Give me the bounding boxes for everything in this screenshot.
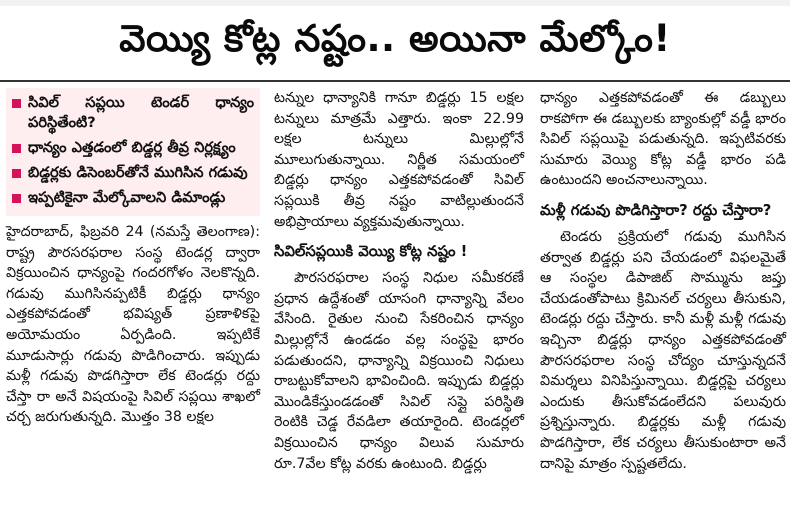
highlight-text: సివిల్ సప్లయి టెండర్ ధాన్యం పరిస్థితేంటి? [28,94,254,131]
square-bullet-icon [12,144,21,153]
body-paragraph: టెండరు ప్రక్రియలో గడువు ముగిసిన తర్వాత బిడ్డర్లు పని చేయడంలో విఫలమైతే ఆ సంస్థల డిపాజిట్ సొమ్మును జప్తు చేయడంతోపాటు క్రిమినల్ చర్యలు తీసుకుని, టెండర్లు రద్దు చేస్తారు. కానీ మళ్లీ మళ్లీ గడువు ఇచ్చినా బిడ్డర్లు ధాన్యం ఎత్తకపోవడంతో పౌరసరఫరాల సంస్థ చోద్యం చూస్తున్నదనే విమర్శలు వినిపిస్తున్నాయి. బిడ్డర్లపై చర్యలు ఎందుకు తీసుకోవడంలేదని పలువురు ప్రశ్నిస్తున్నారు. బిడ్డర్లకు మళ్లీ గడువు పొడగిస్తారా, లేక చర్యలు తీసుకుంటారా అనే దానిపై మాత్రం స్పష్టతలేదు. [540,228,786,472]
column-1 [6,88,260,428]
body-paragraph: హైదరాబాద్, ఫిబ్రవరి 24 (నమస్తే తెలంగాణ): రాష్ట్ర పౌరసరఫరాల సంస్థ టెండర్ల ద్వారా విక్రయించిన ధాన్యంపై గందరగోళం నెలకొన్నది. గడువు ముగిసినప్పటికీ బిడ్డర్లు ధాన్యం ఎత్తకపోవడంతో భవిష్యత్ ప్రణాళికపై అయోమయం ఏర్పడింది. ఇప్పటికే మూడుసార్లు గడువు పొడిగించారు. ఇప్పుడు మళ్లీ గడువు పొడగిస్తారా లేక టెండర్లు రద్దు చేస్తా రా అనే విషయంపై సివిల్ సప్లయి శాఖలో చర్చ జరుగుతున్నది. మొత్తం 38 లక్షల [6,224,260,426]
square-bullet-icon [12,194,21,203]
highlight-item [12,93,254,133]
body-paragraph: టన్నుల ధాన్యానికి గానూ బిడ్డర్లు 15 లక్షల టన్నులు మాత్రమే ఎత్తారు. ఇంకా 22.99 లక్షల టన్నులు మిల్లుల్లోనే మూలుగుతున్నాయి. నిర్ణీత సమయంలో బిడ్డర్లు ధాన్యం ఎత్తకపోవడంతో సివిల్ సప్లయికి తీవ్ర నష్టం వాటిల్లుతుందనే అభిప్రాయాలు వ్యక్తమవుతున్నాయి. [274,90,524,230]
highlight-item [12,163,254,183]
headline: వెయ్యి కోట్ల నష్టం.. అయినా మేల్కోం! [119,17,671,60]
highlight-item [12,188,254,208]
square-bullet-icon [12,169,21,178]
square-bullet-icon [12,99,21,108]
highlight-text: బిడ్డర్లకు డిసెంబర్‌తోనే ముగిసిన గడువు [28,164,248,181]
highlight-text: ఇప్పటికైనా మేల్కోవాలని డిమాండ్లు [28,189,226,206]
subheading: సివిల్‌సప్లయికి వెయ్యి కోట్ల నష్టం ! [274,243,468,261]
column-3 [540,88,786,474]
highlights-box [6,88,260,216]
column-2 [274,88,524,474]
headline-rule [0,80,790,82]
subheading: మళ్లీ గడువు పొడిగిస్తారా? రద్దు చేస్తారా? [540,201,772,219]
body-paragraph: పౌరసరఫరాల సంస్థ నిధుల సమీకరణే ప్రధాన ఉద్దేశంతో యాసంగి ధాన్యాన్ని వేలం వేసింది. రైతుల నుంచి సేకరించిన ధాన్యం మిల్లుల్లోనే ఉండడం వల్ల సంస్థపై భారం పడుతుందని, ధాన్యాన్ని విక్రయించి నిధులు రాబట్టుకోవాలని భావించింది. ఇప్పుడు బిడ్డర్లు మొండికేస్తుండడంతో సివిల్ సప్లై పరిస్థితి రెంటికి చెడ్డ రేవడిలా తయారైంది. టెండర్లలో విక్రయించిన ధాన్యం విలువ సుమారు రూ.7వేల కోట్ల వరకు ఉంటుంది. బిడ్డర్లు [274,270,524,472]
highlight-item [12,138,254,158]
body-paragraph: ధాన్యం ఎత్తకపోవడంతో ఈ డబ్బులు రాకపోగా ఈ డబ్బులకు బ్యాంకుల్లో వడ్డీ భారం సివిల్ సప్లయిపై పడుతున్నది. ఇప్పటివరకు సుమారు వెయ్యి కోట్ల వడ్డీ భారం పడి ఉంటుందని అంచనాలున్నాయి. [540,90,786,189]
highlight-text: ధాన్యం ఎత్తడంలో బిడ్డర్ల తీవ్ర నిర్లక్ష్యం [28,139,236,156]
